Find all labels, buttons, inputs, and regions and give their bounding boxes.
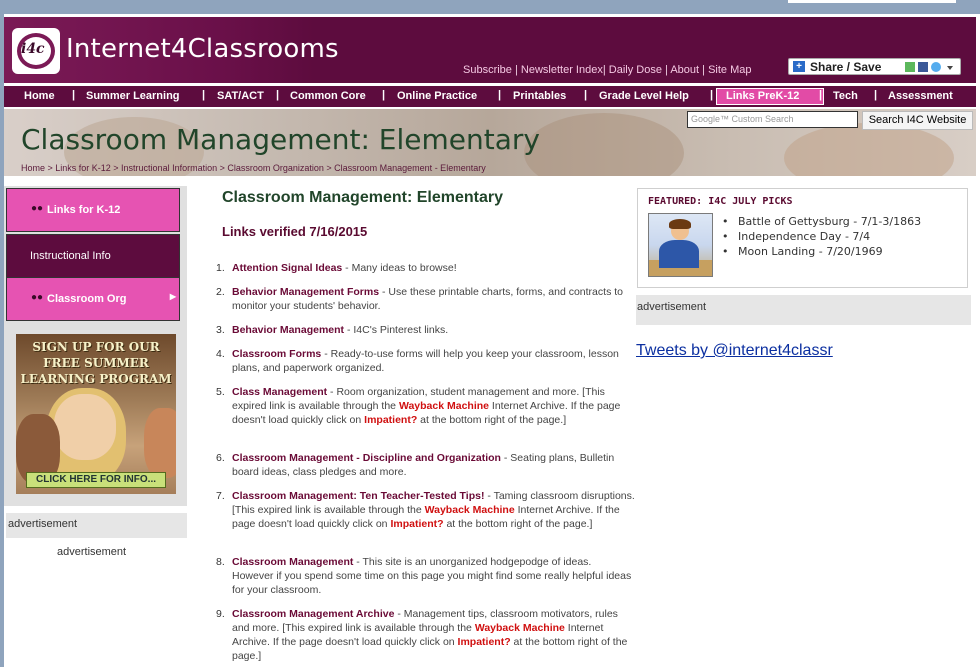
top-links: Subscribe | Newsletter Index| Daily Dose | About | Site Map [463, 64, 752, 76]
featured-item[interactable]: • Moon Landing - 7/20/1969 [738, 244, 921, 259]
search-button[interactable]: Search I4C Website [862, 111, 973, 130]
sidebar-item-classroom-org[interactable] [6, 277, 180, 321]
image-shape [669, 219, 691, 229]
site-logo[interactable] [12, 28, 60, 74]
list-desc: - Seating plans, Bulletin board ideas, class pledges and more. [232, 452, 615, 478]
promo-heading: SIGN UP FOR OUR FREE SUMMER LEARNING PROGRAM [20, 340, 172, 386]
nav-summer-learning[interactable]: Summer Learning [86, 90, 180, 102]
list-number: 9. [216, 608, 225, 620]
list-link[interactable]: Classroom Management Archive [232, 608, 395, 620]
sidebar-ad-label: advertisement [57, 546, 127, 558]
nav-home[interactable]: Home [24, 90, 55, 102]
list-number: 3. [216, 324, 225, 336]
list-number: 6. [216, 452, 225, 464]
list-link[interactable]: Attention Signal Ideas [232, 262, 343, 274]
top-link-subscribe[interactable]: Subscribe [463, 64, 512, 76]
breadcrumb[interactable]: Home > Links for K-12 > Instructional Information > Classroom Organization > Classroom Management - Elementary [21, 163, 486, 173]
list-desc: - Many ideas to browse! [342, 262, 457, 274]
list-desc: - Use these printable charts, forms, and contracts to monitor your students' behavior. [232, 286, 623, 312]
nav-separator: | [710, 89, 714, 101]
main-nav [4, 86, 976, 107]
nav-online-practice[interactable]: Online Practice [397, 90, 478, 102]
list-desc: Internet Archive. If the page doesn't load quickly click on [232, 400, 621, 426]
list-link[interactable]: Behavior Management Forms [232, 286, 380, 298]
facebook-icon[interactable] [918, 62, 928, 72]
nav-assessment[interactable]: Assessment [888, 90, 953, 102]
share-save-button[interactable] [788, 58, 961, 75]
impatient-link[interactable]: Impatient? [364, 414, 418, 426]
promo-cta[interactable]: CLICK HERE FOR INFO... [26, 472, 166, 488]
list-desc: - I4C's Pinterest links. [344, 324, 449, 336]
impatient-link[interactable]: Impatient? [390, 518, 444, 530]
site-header [4, 17, 976, 83]
sidebar-item-label: Classroom Org [47, 293, 127, 305]
sidebar-item-label: Links for K-12 [47, 204, 121, 216]
nav-separator: | [584, 89, 588, 101]
nav-separator: | [72, 89, 76, 101]
list-desc: - This site is an unorganized hodgepodge of ideas. However if you spend some time on this page you might find some really helpful ideas for your classroom. [232, 556, 632, 596]
top-pill [788, 0, 956, 3]
list-desc: at the bottom right of the page.] [417, 414, 567, 426]
nav-separator: | [382, 89, 386, 101]
browser-top-strip [0, 0, 980, 14]
impatient-link[interactable]: Impatient? [457, 636, 511, 648]
list-link[interactable]: Classroom Management: Ten Teacher-Tested Tips! [232, 490, 485, 502]
top-link-daily-dose[interactable]: Daily Dose [608, 64, 662, 76]
featured-list [738, 214, 921, 259]
list-number: 4. [216, 348, 225, 360]
nav-separator: | [498, 89, 502, 101]
list-link[interactable]: Classroom Management - Discipline and Organization [232, 452, 501, 464]
list-desc: at the bottom right of the page.] [443, 518, 593, 530]
list-number: 2. [216, 286, 225, 298]
promo-photo-shape [144, 408, 176, 478]
featured-heading: FEATURED: I4C JULY PICKS [648, 196, 793, 207]
list-link[interactable]: Behavior Management [232, 324, 345, 336]
sidebar-item-links-k12[interactable] [6, 188, 180, 232]
featured-item[interactable]: • Battle of Gettysburg - 7/1-3/1863 [738, 214, 921, 229]
featured-item[interactable]: • Independence Day - 7/4 [738, 229, 921, 244]
sidebar-item-label: Instructional Info [30, 250, 111, 262]
list-link[interactable]: Classroom Management [232, 556, 354, 568]
nav-common-core[interactable]: Common Core [290, 90, 366, 102]
nav-separator: | [874, 89, 878, 101]
list-link[interactable]: Classroom Forms [232, 348, 322, 360]
plus-icon: + [793, 61, 805, 72]
summer-learning-promo[interactable] [16, 334, 176, 494]
nav-tech[interactable]: Tech [833, 90, 858, 102]
list-desc: Internet Archive. If the page doesn't load quickly click on [232, 504, 620, 530]
list-desc: - Management tips, classroom motivators, rules and more. [This expired link is available through the [232, 608, 618, 634]
list-desc: at the bottom right of the page.] [232, 636, 628, 662]
wayback-machine-link[interactable]: Wayback Machine [474, 622, 565, 634]
share-dropdown-icon[interactable] [946, 62, 954, 72]
image-shape [659, 240, 699, 268]
search-input[interactable]: Google™ Custom Search [687, 111, 858, 128]
bullet-dots-icon: ●● [31, 292, 44, 303]
list-number: 8. [216, 556, 225, 568]
nav-links-prek-12[interactable]: Links PreK-12 [726, 90, 800, 102]
list-number: 1. [216, 262, 225, 274]
list-desc: - Room organization, student management and more. [This expired link is available through the [232, 386, 605, 412]
share-label: Share / Save [810, 60, 882, 74]
logo-text: i4c [21, 41, 45, 57]
list-desc: - Ready-to-use forms will help you keep your classroom, lesson plans, and paperwork organized. [232, 348, 619, 374]
twitter-icon[interactable] [931, 62, 941, 72]
nav-grade-level-help[interactable]: Grade Level Help [599, 90, 689, 102]
main-title: Classroom Management: Elementary [222, 189, 503, 206]
featured-box [637, 188, 968, 288]
list-number: 5. [216, 386, 225, 398]
nav-separator: | [819, 89, 823, 101]
banner-photo-shape [784, 123, 954, 176]
email-share-icon[interactable] [905, 62, 915, 72]
top-link-about[interactable]: About [670, 64, 700, 76]
links-verified: Links verified 7/16/2015 [222, 224, 368, 239]
bullet-dots-icon: ●● [31, 203, 44, 214]
page-banner [4, 109, 976, 176]
banner-title: Classroom Management: Elementary [21, 123, 540, 156]
sidebar-item-instructional-info[interactable] [6, 234, 180, 278]
nav-separator: | [276, 89, 280, 101]
sidebar-ad-label: advertisement [6, 513, 187, 538]
right-ad-label: advertisement [636, 295, 971, 325]
list-number: 7. [216, 490, 225, 502]
twitter-feed-link[interactable]: Tweets by @internet4classr [636, 342, 833, 359]
list-desc: - Taming classroom disruptions. [This expired link is available through the [232, 490, 635, 516]
list-desc: Internet Archive. If the page doesn't load quickly click on [232, 622, 604, 648]
nav-sat-act[interactable]: SAT/ACT [217, 90, 264, 102]
nav-separator: | [202, 89, 206, 101]
top-link-newsletter-index[interactable]: Newsletter Index [520, 64, 603, 76]
site-name[interactable]: Internet4Classrooms [66, 34, 339, 64]
banner-photo-shape [524, 113, 684, 176]
nav-printables[interactable]: Printables [513, 90, 567, 102]
wayback-machine-link[interactable]: Wayback Machine [424, 504, 515, 516]
promo-photo-shape [54, 394, 116, 460]
arrow-right-icon: ▶ [169, 292, 176, 301]
top-link-site-map[interactable]: Site Map [708, 64, 752, 76]
list-link[interactable]: Class Management [232, 386, 328, 398]
wayback-machine-link[interactable]: Wayback Machine [398, 400, 489, 412]
featured-image[interactable] [648, 213, 713, 277]
